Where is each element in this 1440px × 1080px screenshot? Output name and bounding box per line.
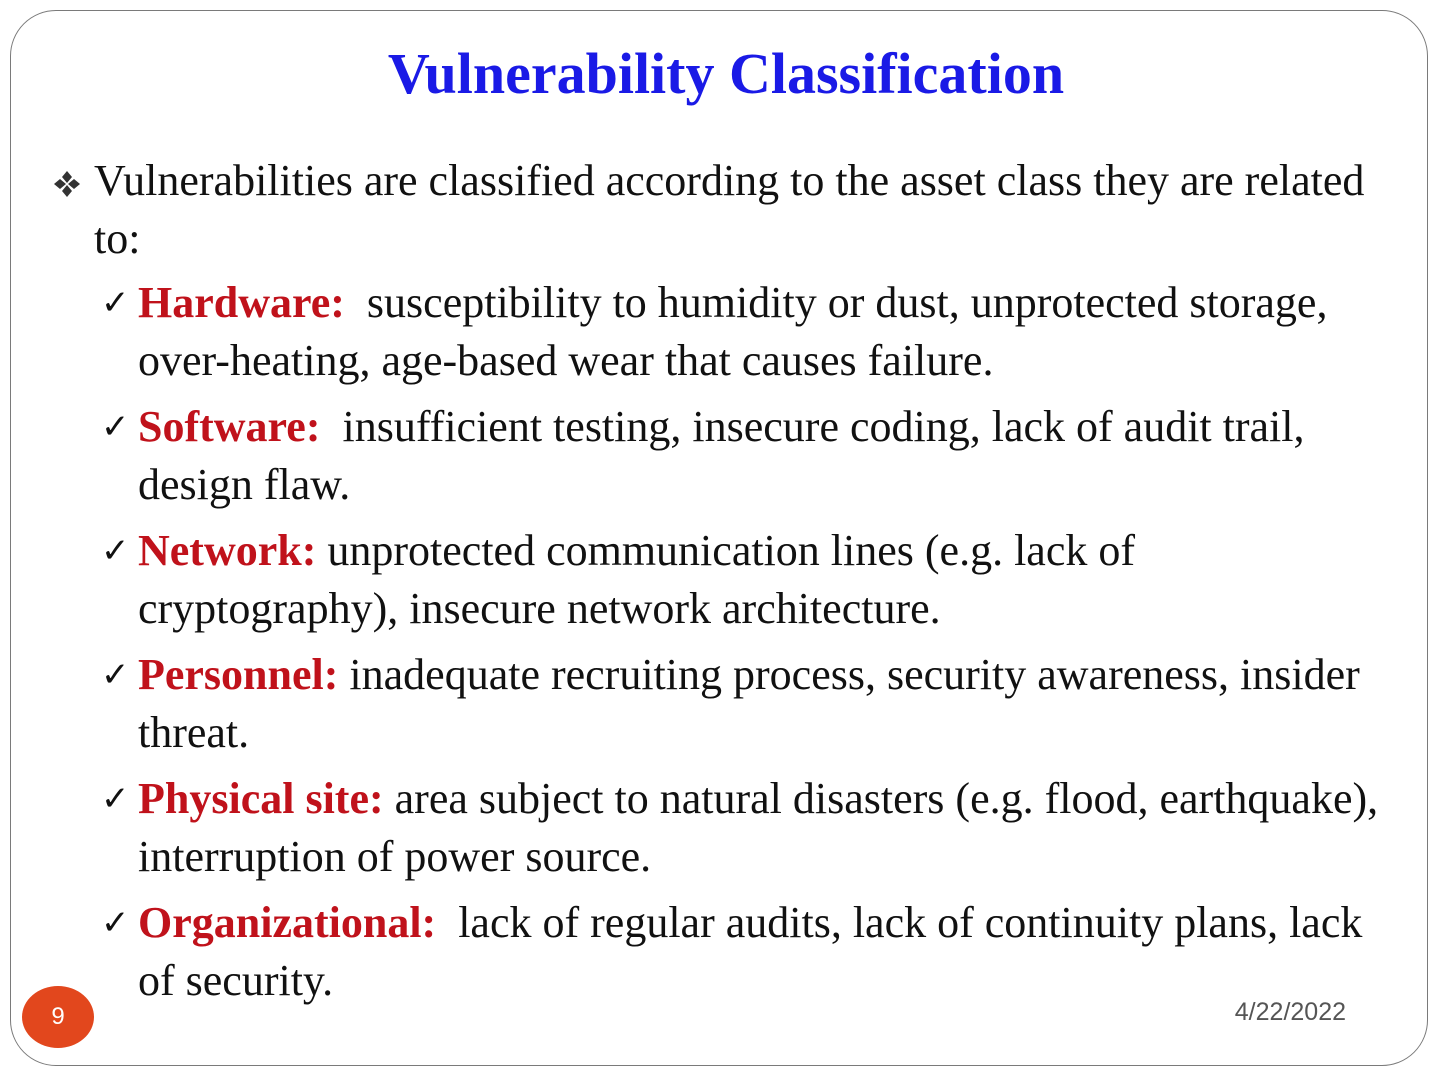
item-description: susceptibility to humidity or dust, unprotected storage, over-heating, age-based wear that causes failure. bbox=[138, 278, 1328, 385]
checkmark-icon: ✓ bbox=[101, 779, 130, 819]
slide-title: Vulnerability Classification bbox=[387, 41, 1065, 106]
item-gap bbox=[384, 774, 395, 823]
list-item-hardware bbox=[52, 274, 1392, 390]
item-gap bbox=[320, 402, 342, 451]
item-description: area subject to natural disasters (e.g. flood, earthquake), interruption of power source. bbox=[138, 774, 1379, 881]
item-description: unprotected communication lines (e.g. lack of cryptography), insecure network architecture. bbox=[138, 526, 1136, 633]
item-gap bbox=[316, 526, 327, 575]
item-term: Software: bbox=[138, 402, 321, 451]
checkmark-icon: ✓ bbox=[101, 531, 130, 571]
item-gap bbox=[345, 278, 367, 327]
intro-text: Vulnerabilities are classified according to the asset class they are related to: bbox=[94, 156, 1365, 263]
classification-list bbox=[52, 274, 1392, 1010]
item-term: Network: bbox=[138, 526, 317, 575]
diamond-cluster-icon bbox=[52, 169, 82, 199]
slide-date: 4/22/2022 bbox=[1234, 998, 1346, 1026]
checkmark-icon: ✓ bbox=[101, 903, 130, 943]
list-item-personnel bbox=[52, 646, 1392, 762]
list-item-organizational bbox=[52, 894, 1392, 1010]
slide-body bbox=[52, 152, 1392, 1018]
item-term: Personnel: bbox=[138, 650, 339, 699]
item-gap bbox=[436, 898, 458, 947]
checkmark-icon: ✓ bbox=[101, 283, 130, 323]
item-description: inadequate recruiting process, security awareness, insider threat. bbox=[138, 650, 1360, 757]
item-gap bbox=[338, 650, 349, 699]
checkmark-icon: ✓ bbox=[101, 407, 130, 447]
item-term: Organizational: bbox=[138, 898, 437, 947]
item-description: lack of regular audits, lack of continuity plans, lack of security. bbox=[138, 898, 1363, 1005]
checkmark-icon: ✓ bbox=[101, 655, 130, 695]
intro-bullet bbox=[52, 152, 1392, 268]
page-number-badge: 9 bbox=[22, 986, 94, 1048]
list-item-physical-site bbox=[52, 770, 1392, 886]
list-item-network bbox=[52, 522, 1392, 638]
item-term: Physical site: bbox=[138, 774, 384, 823]
list-item-software bbox=[52, 398, 1392, 514]
item-term: Hardware: bbox=[138, 278, 345, 327]
item-description: insufficient testing, insecure coding, lack of audit trail, design flaw. bbox=[138, 402, 1305, 509]
